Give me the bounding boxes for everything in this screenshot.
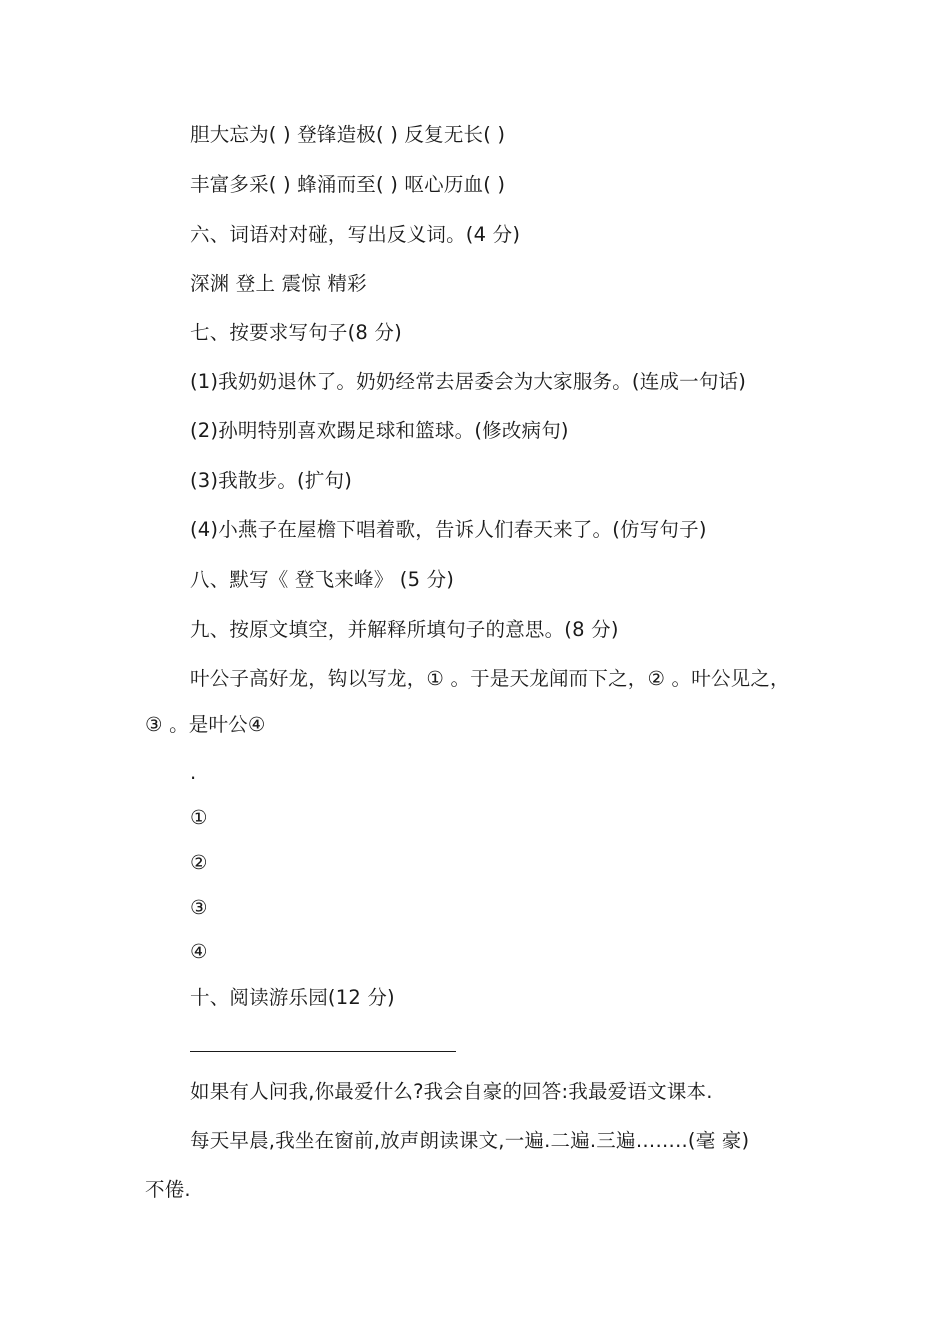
classical-passage-line-1: 叶公子高好龙，钩以写龙，① 。于是天龙闻而下之，② 。叶公见之，: [190, 667, 790, 690]
section-eight-heading: 八、默写《 登飞来峰》 (5 分): [190, 568, 455, 591]
section-six-heading: 六、词语对对碰，写出反义词。(4 分): [190, 223, 521, 246]
answer-marker-3: ③: [190, 896, 208, 919]
section-seven-heading: 七、按要求写句子(8 分): [190, 321, 402, 344]
antonym-words: 深渊 登上 震惊 精彩: [190, 272, 367, 295]
answer-marker-4: ④: [190, 940, 208, 963]
passage-ending-dot: .: [190, 761, 197, 784]
reading-paragraph-2-line-2: 不倦.: [145, 1178, 191, 1201]
idiom-correction-row-2: 丰富多采( ) 蜂涌而至( ) 呕心历血( ): [190, 173, 506, 196]
sentence-task-4: (4)小燕子在屋檐下唱着歌，告诉人们春天来了。(仿写句子): [190, 518, 707, 541]
reading-paragraph-2-line-1: 每天早晨,我坐在窗前,放声朗读课文,一遍.二遍.三遍……..(毫 豪): [190, 1129, 750, 1152]
title-blank-line: [190, 1051, 456, 1052]
answer-marker-2: ②: [190, 851, 208, 874]
reading-paragraph-1: 如果有人问我,你最爱什么?我会自豪的回答:我最爱语文课本.: [190, 1080, 713, 1103]
section-nine-heading: 九、按原文填空，并解释所填句子的意思。(8 分): [190, 618, 619, 641]
sentence-task-1: (1)我奶奶退休了。奶奶经常去居委会为大家服务。(连成一句话): [190, 370, 747, 393]
answer-marker-1: ①: [190, 806, 208, 829]
idiom-correction-row-1: 胆大忘为( ) 登锋造极( ) 反复无长( ): [190, 123, 506, 146]
sentence-task-2: (2)孙明特别喜欢踢足球和篮球。(修改病句): [190, 419, 569, 442]
classical-passage-line-2: ③ 。是叶公④: [145, 713, 266, 736]
sentence-task-3: (3)我散步。(扩句): [190, 469, 353, 492]
section-ten-heading: 十、阅读游乐园(12 分): [190, 986, 395, 1009]
